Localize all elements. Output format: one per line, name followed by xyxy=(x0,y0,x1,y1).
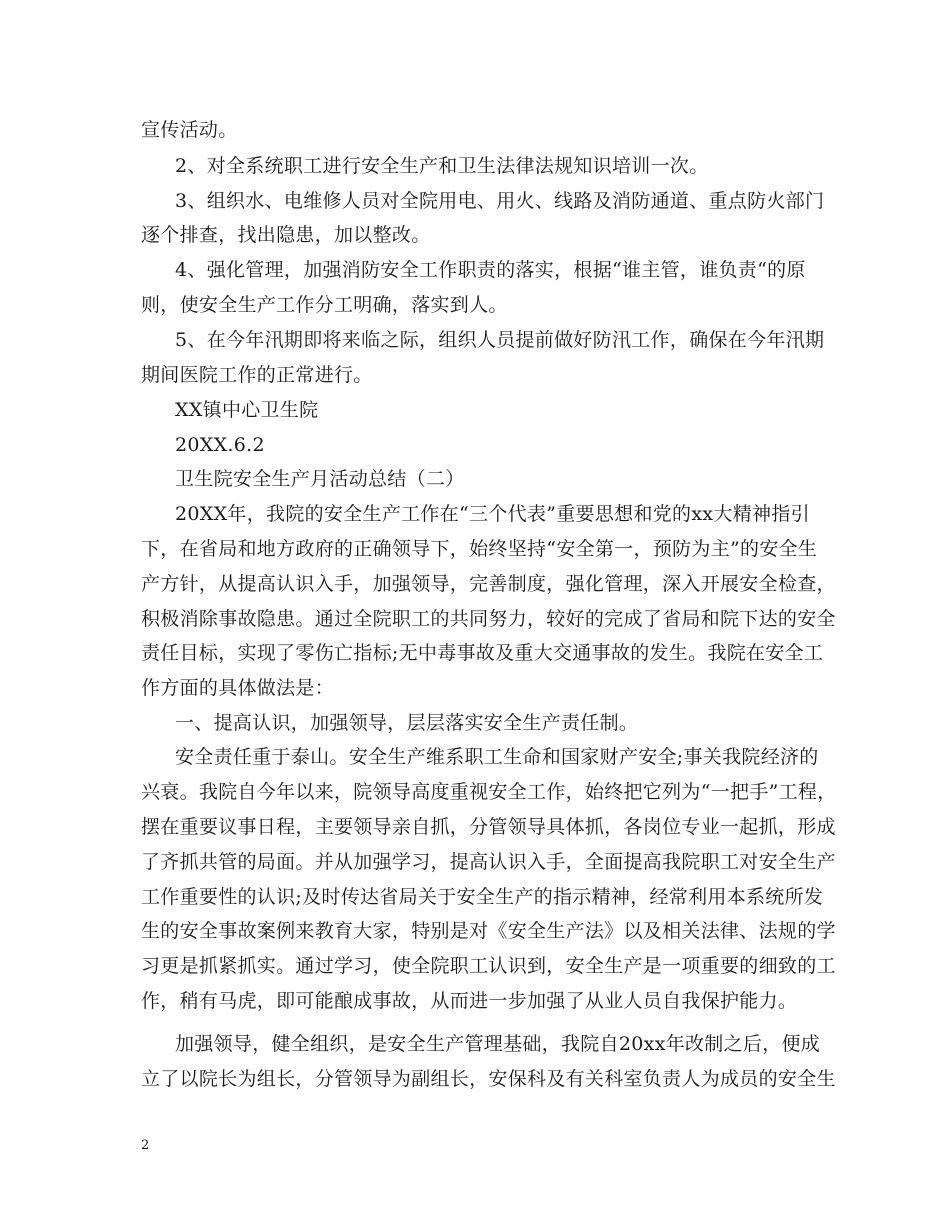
section-title: 卫生院安全生产月活动总结（二） xyxy=(175,468,465,490)
text-line: 期间医院工作的正常进行。 xyxy=(141,364,373,386)
text-line: 5、在今年汛期即将来临之际，组织人员提前做好防汛工作，确保在今年汛期 xyxy=(175,329,825,351)
text-line: 摆在重要议事日程，主要领导亲自抓，分管领导具体抓，各岗位专业一起抓，形成 xyxy=(141,816,836,838)
text-line: 产方针，从提高认识入手，加强领导，完善制度，强化管理，深入开展安全检查， xyxy=(141,573,836,595)
text-line: 工作重要性的认识;及时传达省局关于安全生产的指示精神，经常利用本系统所发 xyxy=(141,886,824,908)
text-line: 下，在省局和地方政府的正确领导下，始终坚持“安全第一，预防为主”的安全生 xyxy=(141,538,818,560)
text-line: 作方面的具体做法是： xyxy=(141,677,335,699)
text-line: 积极消除事故隐患。通过全院职工的共同努力，较好的完成了省局和院下达的安全 xyxy=(141,608,836,630)
text-line: 了齐抓共管的局面。并从加强学习，提高认识入手，全面提高我院职工对安全生产 xyxy=(141,851,836,873)
signature-organization: XX镇中心卫生院 xyxy=(175,399,319,421)
subheading: 一、提高认识，加强领导，层层落实安全生产责任制。 xyxy=(175,712,639,734)
text-line: 3、组织水、电维修人员对全院用电、用火、线路及消防通道、重点防火部门 xyxy=(175,190,825,212)
text-line: 宣传活动。 xyxy=(141,119,238,141)
signature-date: 20XX.6.2 xyxy=(175,434,265,456)
text-line: 作，稍有马虎，即可能酿成事故，从而进一步加强了从业人员自我保护能力。 xyxy=(141,990,798,1012)
text-line: 习更是抓紧抓实。通过学习，使全院职工认识到，安全生产是一项重要的细致的工 xyxy=(141,955,836,977)
page-number: 2 xyxy=(141,1138,150,1153)
text-line: 责任目标，实现了零伤亡指标;无中毒事故及重大交通事故的发生。我院在安全工 xyxy=(141,642,824,664)
text-line: 逐个排查，找出隐患，加以整改。 xyxy=(141,224,431,246)
text-line: 兴衰。我院自今年以来，院领导高度重视安全工作，始终把它列为“一把手”工程， xyxy=(141,781,837,803)
text-line: 安全责任重于泰山。安全生产维系职工生命和国家财产安全;事关我院经济的 xyxy=(175,746,819,768)
text-line: 生的安全事故案例来教育大家，特别是对《安全生产法》以及相关法律、法规的学 xyxy=(141,920,836,942)
text-line: 20XX年，我院的安全生产工作在“三个代表”重要思想和党的xx大精神指引 xyxy=(175,503,810,525)
text-line: 加强领导，健全组织，是安全生产管理基础，我院自20xx年改制之后，便成 xyxy=(175,1033,821,1055)
text-line: 2、对全系统职工进行安全生产和卫生法律法规知识培训一次。 xyxy=(175,155,709,177)
text-line: 则，使安全生产工作分工明确，落实到人。 xyxy=(141,294,508,316)
text-line: 立了以院长为组长，分管领导为副组长，安保科及有关科室负责人为成员的安全生 xyxy=(141,1068,836,1090)
text-line: 4、强化管理，加强消防安全工作职责的落实，根据“谁主管，谁负责“的原 xyxy=(175,259,806,281)
